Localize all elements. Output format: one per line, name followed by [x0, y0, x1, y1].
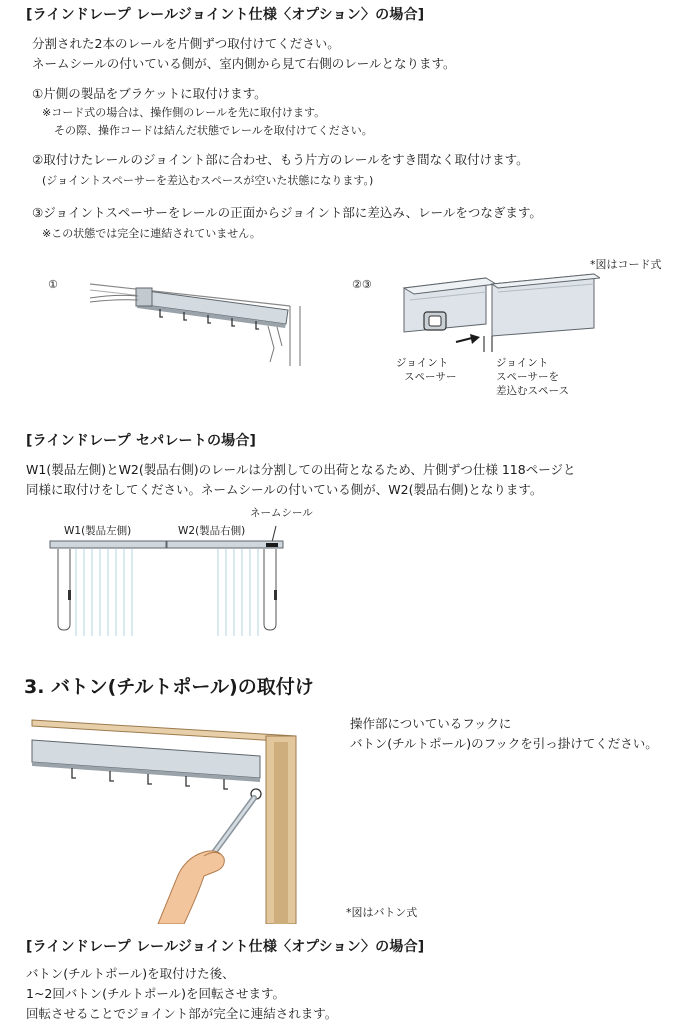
- baton-section-title: 3. バトン(チルトポール)の取付け: [24, 676, 314, 698]
- step-2-note: (ジョイントスペーサーを差込むスペースが空いた状態になります。): [42, 174, 374, 187]
- w2-label: W2(製品右側): [178, 525, 246, 537]
- step-1-note-2: その際、操作コードは結んだ状態でレールを取付けてください。: [54, 124, 373, 137]
- baton-install-figure: [28, 712, 342, 924]
- separate-section-heading: [ラインドレープ セパレートの場合]: [26, 433, 257, 449]
- name-seal-label: ネームシール: [250, 507, 313, 519]
- joint-after-baton-line-1: バトン(チルトポール)を取付けた後、: [26, 966, 235, 981]
- callout-spacer-line-1: ジョイント: [396, 357, 449, 369]
- baton-instruction-line-1: 操作部についているフックに: [350, 716, 512, 731]
- callout-space-line-3: 差込むスペース: [496, 385, 569, 397]
- joint-after-baton-heading: [ラインドレープ レールジョイント仕様〈オプション〉の場合]: [26, 939, 425, 955]
- figure-23-joint-spacer: [396, 266, 600, 354]
- callout-space-line-1: ジョイント: [496, 357, 549, 369]
- step-3-text: ③ジョイントスペーサーをレールの正面からジョイント部に差込み、レールをつなぎます。: [32, 205, 542, 220]
- w1-label: W1(製品左側): [64, 525, 132, 537]
- callout-space-line-2: スペーサーを: [496, 371, 559, 383]
- step-1-text: ①片側の製品をブラケットに取付けます。: [32, 86, 267, 101]
- joint-after-baton-line-3: 回転させることでジョイント部が完全に連結されます。: [26, 1006, 338, 1021]
- step-3-note: ※この状態では完全に連結されていません。: [42, 227, 261, 240]
- baton-instruction-line-2: バトン(チルトポール)のフックを引っ掛けてください。: [350, 736, 658, 751]
- figure-1-rail-mount: [80, 266, 312, 368]
- separate-text-line-2: 同様に取付けをしてください。ネームシールの付いている側が、W2(製品右側)となります。: [26, 482, 543, 497]
- step-1-note-1: ※コード式の場合は、操作側のレールを先に取付けます。: [42, 106, 326, 119]
- separate-text-line-1: W1(製品左側)とW2(製品右側)のレールは分割しての出荷となるため、片側ずつ仕様 118ページと: [26, 462, 576, 477]
- separate-rail-diagram: [46, 518, 296, 646]
- cord-type-figure-note: *図はコード式: [590, 258, 662, 271]
- joint-after-baton-line-2: 1~2回バトン(チルトポール)を回転させます。: [26, 986, 286, 1001]
- figure-23-label: ②③: [352, 278, 372, 291]
- callout-spacer-line-2: スペーサー: [404, 371, 457, 383]
- joint-section-heading: [ラインドレープ レールジョイント仕様〈オプション〉の場合]: [26, 7, 425, 23]
- figure-1-label: ①: [48, 278, 58, 291]
- joint-intro-line-2: ネームシールの付いている側が、室内側から見て右側のレールとなります。: [32, 56, 456, 71]
- joint-intro-line-1: 分割された2本のレールを片側ずつ取付けてください。: [32, 36, 340, 51]
- step-2-text: ②取付けたレールのジョイント部に合わせ、もう片方のレールをすき間なく取付けます。: [32, 152, 529, 167]
- baton-figure-note: *図はバトン式: [346, 906, 418, 919]
